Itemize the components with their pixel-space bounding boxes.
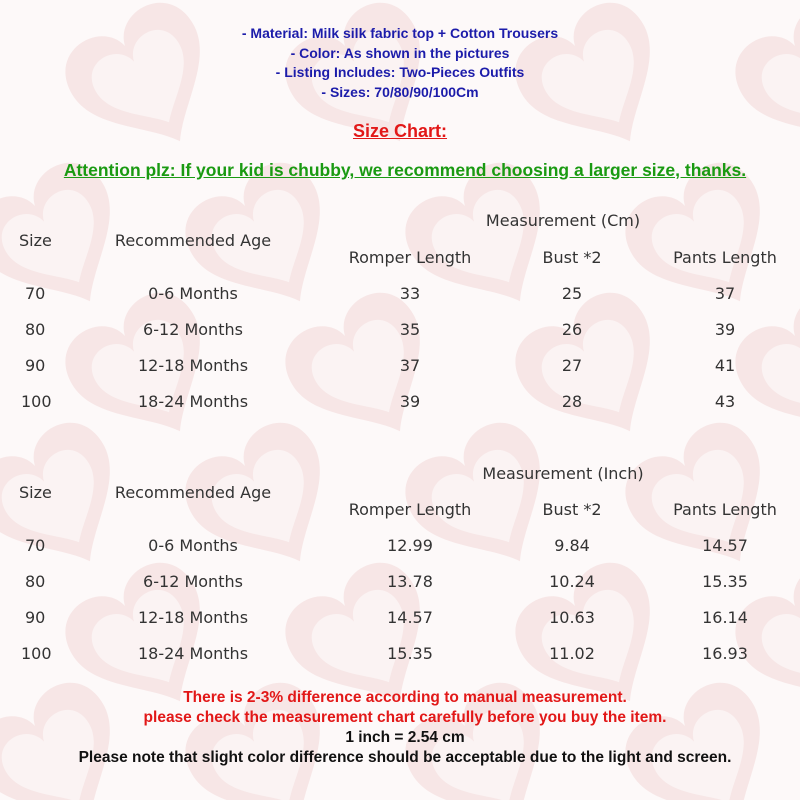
cell-pants: 16.93	[702, 644, 748, 663]
cell-age: 12-18 Months	[137, 608, 249, 627]
header-age: Recommended Age	[114, 231, 272, 250]
inch-conversion: 1 inch = 2.54 cm	[345, 729, 465, 746]
cell-size: 80	[25, 320, 46, 339]
cell-size: 90	[25, 356, 46, 375]
cell-bust: 10.24	[549, 572, 595, 591]
cell-romper: 33	[399, 284, 421, 303]
header-pants: Pants Length	[673, 500, 777, 519]
header-size: Size	[19, 483, 52, 502]
cell-size: 70	[25, 284, 46, 303]
cell-pants: 39	[714, 320, 736, 339]
footer-notes	[0, 688, 800, 768]
cell-pants: 16.14	[702, 608, 748, 627]
cell-age: 12-18 Months	[137, 356, 249, 375]
cell-romper: 14.57	[387, 608, 433, 627]
cell-romper: 13.78	[387, 572, 433, 591]
header-bust: Bust *2	[542, 500, 602, 519]
header-bust: Bust *2	[542, 248, 602, 267]
cell-bust: 27	[561, 356, 583, 375]
cell-age: 18-24 Months	[137, 644, 249, 663]
material-line: - Material: Milk silk fabric top + Cotton Trousers	[241, 25, 559, 41]
cell-pants: 14.57	[702, 536, 748, 555]
color-difference-note: Please note that slight color difference should be acceptable due to the light and screen.	[78, 749, 732, 766]
cell-bust: 26	[561, 320, 583, 339]
cell-romper: 37	[399, 356, 421, 375]
color-line: - Color: As shown in the pictures	[290, 44, 510, 61]
cell-bust: 9.84	[554, 536, 590, 555]
cell-size: 90	[25, 608, 46, 627]
header-romper: Romper Length	[348, 500, 472, 519]
cell-pants: 37	[714, 284, 736, 303]
cell-romper: 39	[399, 392, 421, 411]
cell-bust: 25	[561, 284, 583, 303]
cell-age: 6-12 Months	[143, 572, 243, 591]
listing-line: - Listing Includes: Two-Pieces Outfits	[275, 64, 525, 80]
cell-romper: 15.35	[387, 644, 433, 663]
cell-bust: 28	[561, 392, 583, 411]
header-pants: Pants Length	[673, 248, 777, 267]
cell-size: 70	[25, 536, 46, 555]
difference-note: There is 2-3% difference according to manual measurement.	[183, 689, 627, 706]
size-chart-title: Size Chart:	[352, 121, 448, 141]
cell-pants: 43	[714, 392, 736, 411]
cell-bust: 10.63	[549, 608, 595, 627]
cell-age: 18-24 Months	[137, 392, 249, 411]
check-chart-note: please check the measurement chart carefully before you buy the item.	[143, 709, 667, 726]
product-info	[0, 24, 800, 102]
cell-size: 100	[21, 392, 52, 411]
cell-size: 100	[21, 644, 52, 663]
cell-pants: 15.35	[702, 572, 748, 591]
measurement-header: Measurement (Inch)	[482, 464, 644, 483]
header-size: Size	[19, 231, 52, 250]
cell-size: 80	[25, 572, 46, 591]
measurement-header: Measurement (Cm)	[485, 211, 641, 230]
header-age: Recommended Age	[114, 483, 272, 502]
cell-age: 0-6 Months	[148, 536, 238, 555]
cell-age: 0-6 Months	[148, 284, 238, 303]
cell-pants: 41	[714, 356, 736, 375]
cell-age: 6-12 Months	[143, 320, 243, 339]
cell-bust: 11.02	[549, 644, 595, 663]
attention-note: Attention plz: If your kid is chubby, we recommend choosing a larger size, thanks.	[63, 160, 747, 180]
sizes-line: - Sizes: 70/80/90/100Cm	[321, 83, 479, 100]
header-romper: Romper Length	[348, 248, 472, 267]
cell-romper: 12.99	[387, 536, 433, 555]
cell-romper: 35	[399, 320, 421, 339]
